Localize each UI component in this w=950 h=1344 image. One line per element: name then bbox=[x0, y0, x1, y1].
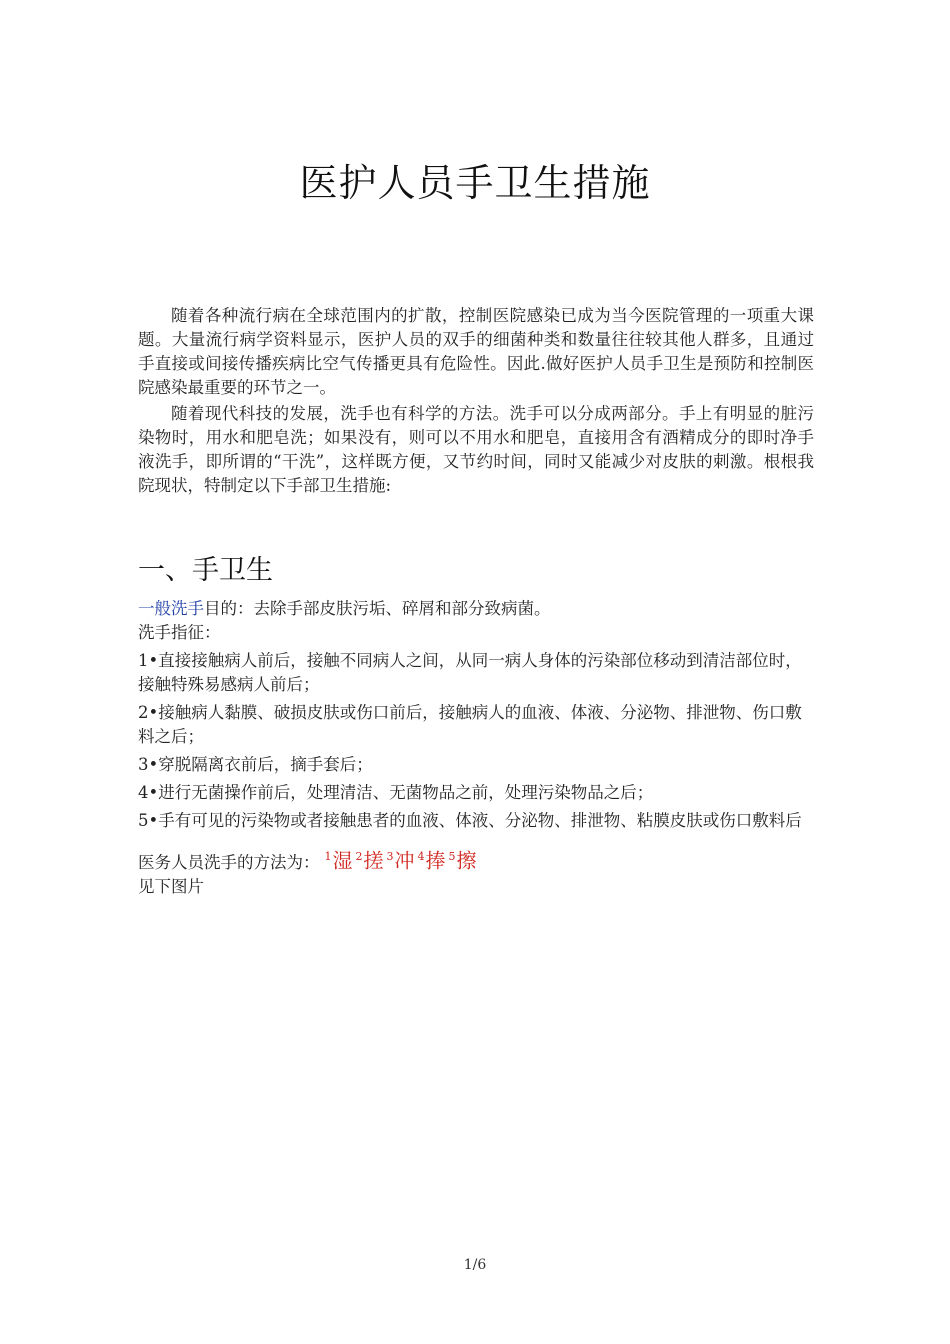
step-number-3: 3 bbox=[386, 850, 394, 863]
hand-hygiene-section bbox=[138, 597, 814, 899]
see-below-text: 见下图片 bbox=[138, 876, 204, 896]
step-rub: 搓 bbox=[363, 848, 384, 873]
step-cup: 捧 bbox=[425, 848, 446, 873]
method-steps bbox=[322, 845, 477, 873]
indication-item-3: 3•穿脱隔离衣前后，摘手套后； bbox=[138, 755, 373, 774]
section-heading: 一、手卫生 bbox=[138, 555, 273, 586]
step-number-4: 4 bbox=[417, 850, 425, 863]
step-number-2: 2 bbox=[355, 850, 363, 863]
method-label: 医务人员洗手的方法为： bbox=[138, 852, 320, 872]
purpose-line bbox=[138, 597, 814, 621]
general-handwashing-link[interactable]: 一般洗手 bbox=[138, 599, 204, 618]
step-number-1: 1 bbox=[324, 850, 332, 863]
method-line bbox=[138, 845, 814, 875]
step-rinse: 冲 bbox=[394, 848, 415, 873]
indication-item-5: 5•手有可见的污染物或者接触患者的血液、体液、分泌物、排泄物、粘膜皮肤或伤口敷料后 bbox=[138, 811, 802, 830]
intro-paragraph-1: 随着各种流行病在全球范围内的扩散，控制医院感染已成为当今医院管理的一项重大课题。大量流行病学资料显示，医护人员的双手的细菌种类和数量往往较其他人群多，且通过手直接或间接传播疾病比空气传播更具有危险性。因此.做好医护人员手卫生是预防和控制医院感染最重要的环节之一。 bbox=[138, 306, 814, 397]
indication-item-1: 1•直接接触病人前后，接触不同病人之间，从同一病人身体的污染部位移动到清洁部位时，接触特殊易感病人前后； bbox=[138, 651, 802, 694]
intro-section bbox=[138, 304, 814, 500]
step-dry: 擦 bbox=[456, 848, 477, 873]
page-number: 1/6 bbox=[463, 1257, 487, 1273]
purpose-text: 目的：去除手部皮肤污垢、碎屑和部分致病菌。 bbox=[204, 599, 551, 618]
document-title: 医护人员手卫生措施 bbox=[299, 161, 651, 205]
intro-paragraph-2: 随着现代科技的发展，洗手也有科学的方法。洗手可以分成两部分。手上有明显的脏污染物时，用水和肥皂洗；如果没有，则可以不用水和肥皂，直接用含有酒精成分的即时净手液洗手，即所谓的“干洗”，这样既方便，又节约时间，同时又能减少对皮肤的刺激。根根我院现状，特制定以下手部卫生措施: bbox=[138, 404, 814, 495]
step-wet: 湿 bbox=[332, 848, 353, 873]
indication-item-4: 4•进行无菌操作前后，处理清洁、无菌物品之前，处理污染物品之后； bbox=[138, 783, 654, 802]
step-number-5: 5 bbox=[448, 850, 456, 863]
indications-label: 洗手指征： bbox=[138, 623, 221, 642]
indication-item-2: 2•接触病人黏膜、破损皮肤或伤口前后，接触病人的血液、体液、分泌物、排泄物、伤口敷料之后； bbox=[138, 703, 802, 746]
